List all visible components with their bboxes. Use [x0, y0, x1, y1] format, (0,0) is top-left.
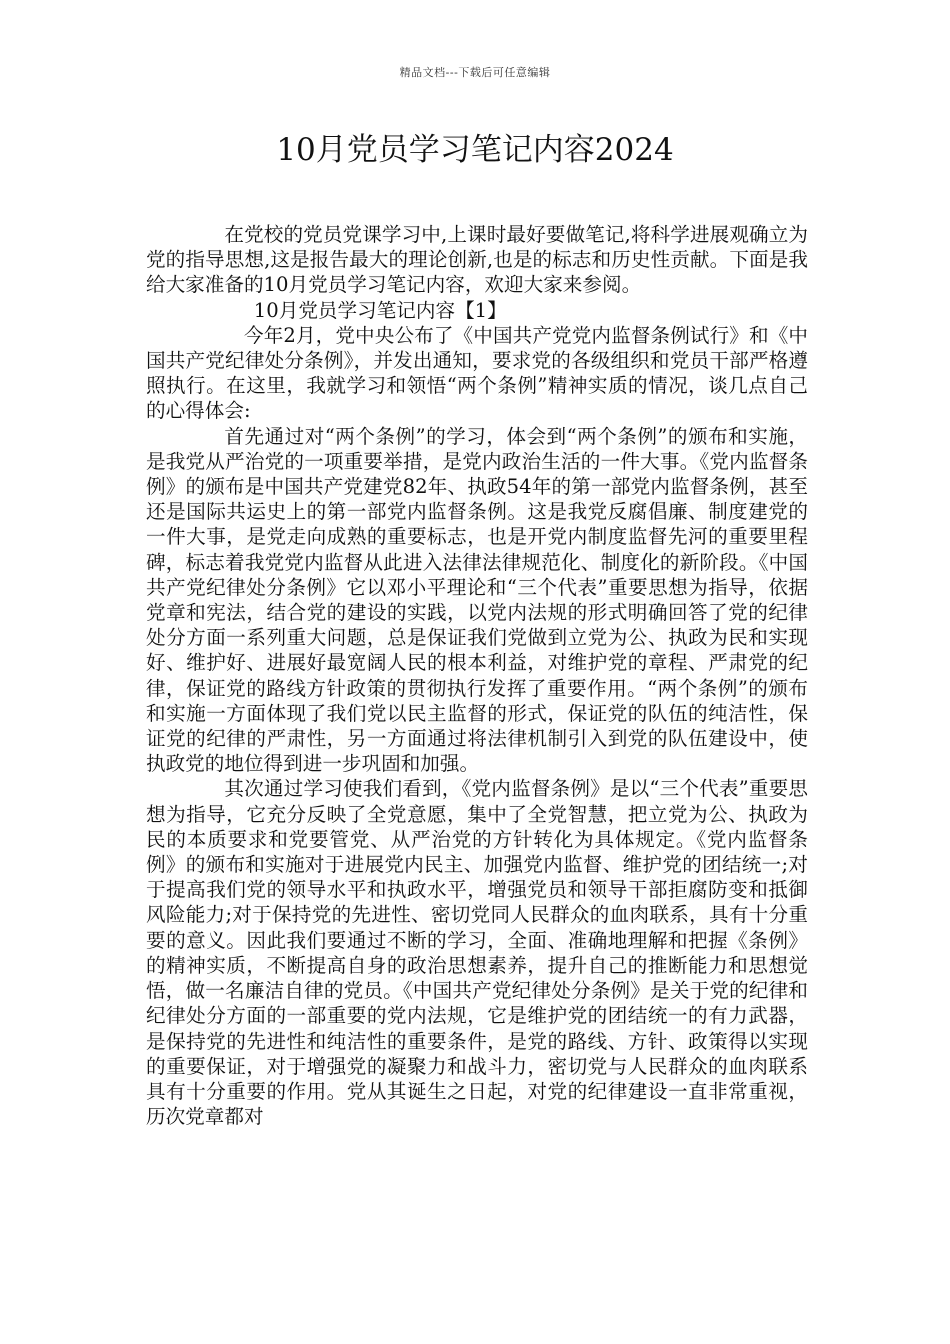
body-paragraph: 今年2月，党中央公布了《中国共产党党内监督条例试行》和《中国共产党纪律处分条例》，并发出通知，要求党的各级组织和党员干部严格遵照执行。在这里，我就学习和领悟“两个条例”精神实质的情况，谈几点自己的心得体会: [146, 323, 808, 423]
document-title: 10月党员学习笔记内容2024 [276, 132, 674, 168]
page-header-note: 精品文档---下载后可任意编辑 [399, 66, 551, 79]
document-body [146, 222, 808, 1129]
intro-paragraph: 在党校的党员党课学习中,上课时最好要做笔记,将科学进展观确立为党的指导思想,这是报告最大的理论创新,也是的标志和历史性贡献。下面是我给大家准备的10月党员学习笔记内容，欢迎大家来参阅。 [146, 223, 808, 297]
body-paragraph: 首先通过对“两个条例”的学习，体会到“两个条例”的颁布和实施，是我党从严治党的一项重要举措，是党内政治生活的一件大事。《党内监督条例》的颁布是中国共产党建党82年、执政54年的第一部党内监督条例，甚至还是国际共运史上的第一部党内监督条例。这是我党反腐倡廉、制度建党的一件大事，是党走向成熟的重要标志，也是开党内制度监督先河的重要里程碑，标志着我党党内监督从此进入法律法律规范化、制度化的新阶段。《中国共产党纪律处分条例》它以邓小平理论和“三个代表”重要思想为指导，依据党章和宪法，结合党的建设的实践，以党内法规的形式明确回答了党的纪律处分方面一系列重大问题，总是保证我们党做到立党为公、执政为民和实现好、维护好、进展好最宽阔人民的根本利益，对维护党的章程、严肃党的纪律，保证党的路线方针政策的贯彻执行发挥了重要作用。“两个条例”的颁布和实施一方面体现了我们党以民主监督的形式，保证党的队伍的纯洁性，保证党的纪律的严肃性，另一方面通过将法律机制引入到党的队伍建设中，使执政党的地位得到进一步巩固和加强。 [146, 424, 808, 776]
body-paragraph: 其次通过学习使我们看到，《党内监督条例》是以“三个代表”重要思想为指导，它充分反映了全党意愿，集中了全党智慧，把立党为公、执政为民的本质要求和党要管党、从严治党的方针转化为具体规定。《党内监督条例》的颁布和实施对于进展党内民主、加强党内监督、维护党的团结统一;对于提高我们党的领导水平和执政水平，增强党员和领导干部拒腐防变和抵御风险能力;对于保持党的先进性、密切党同人民群众的血肉联系，具有十分重要的意义。因此我们要通过不断的学习，全面、准确地理解和把握《条例》的精神实质，不断提高自身的政治思想素养，提升自己的推断能力和思想觉悟，做一名廉洁自律的党员。《中国共产党纪律处分条例》是关于党的纪律和纪律处分方面的一部重要的党内法规，它是维护党的团结统一的有力武器，是保持党的先进性和纯洁性的重要条件，是党的路线、方针、政策得以实现的重要保证，对于增强党的凝聚力和战斗力，密切党与人民群众的血肉联系具有十分重要的作用。党从其诞生之日起，对党的纪律建设一直非常重视，历次党章都对 [146, 777, 808, 1129]
section-heading: 10月党员学习笔记内容【1】 [253, 298, 507, 322]
